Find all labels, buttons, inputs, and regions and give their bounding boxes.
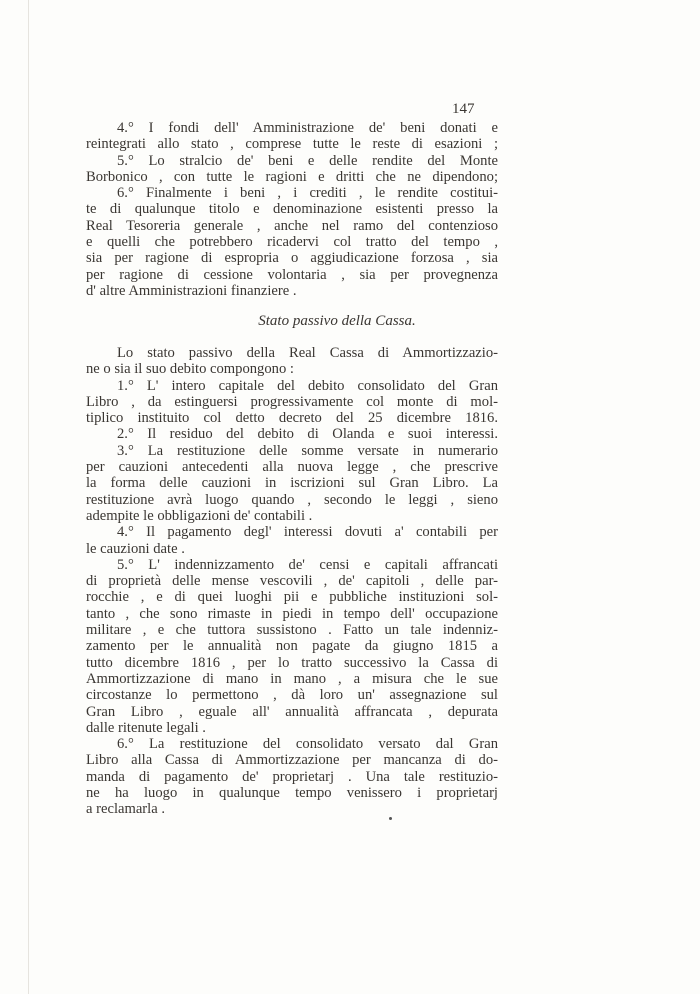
section-heading-text: Stato passivo della Cassa. — [258, 313, 416, 329]
text-line: per cauzioni antecedenti alla nuova legge , che prescrive — [86, 459, 498, 476]
text-line: 1.° L' intero capitale del debito consolidato del Gran — [117, 377, 498, 394]
text-line: ne o sia il suo debito compongono : — [86, 361, 294, 378]
text-line: sia per ragione di espropria o aggiudicazione forzosa , sia — [86, 250, 498, 267]
text-line: militare , e che tuttora sussistono . Fatto un tale indenniz- — [86, 622, 498, 639]
text-line: reintegrati allo stato , comprese tutte le reste di esazioni ; — [86, 136, 498, 153]
text-line: te di qualunque titolo e denominazione esistenti presso la — [86, 201, 498, 218]
text-line: la forma delle cauzioni in iscrizioni sul Gran Libro. La — [86, 475, 498, 492]
text-line: restituzione avrà luogo quando , secondo le leggi , sieno — [86, 491, 498, 508]
text-line: Gran Libro , eguale all' annualità affrancata , depurata — [86, 703, 498, 720]
text-line: ne ha luogo in qualunque tempo venissero i proprietarj — [86, 785, 498, 802]
text-line: 5.° L' indennizzamento de' censi e capitali affrancati — [117, 556, 498, 573]
text-line: 6.° Finalmente i beni , i crediti , le rendite costitui- — [117, 185, 498, 202]
text-line: a reclamarla . — [86, 801, 165, 818]
text-line: di proprietà delle mense vescovili , de' capitoli , delle par- — [86, 573, 498, 590]
text-line: 6.° La restituzione del consolidato versato dal Gran — [117, 736, 498, 753]
text-line: Lo stato passivo della Real Cassa di Ammortizzazio- — [117, 345, 498, 361]
text-block-assets — [86, 120, 498, 299]
text-block-liabilities — [86, 345, 498, 818]
text-line: tiplico instituito col detto decreto del 25 dicembre 1816. — [86, 410, 498, 427]
text-line: 3.° La restituzione delle somme versate in numerario — [117, 442, 498, 459]
text-line: per ragione di cessione volontaria , sia per provegnenza — [86, 266, 498, 283]
ink-dot — [389, 817, 392, 820]
text-line: dalle ritenute legali . — [86, 719, 206, 736]
text-line: tutto dicembre 1816 , per lo tratto successivo la Cassa di — [86, 654, 498, 671]
text-line: e quelli che potrebbero ricadervi col tratto del tempo , — [86, 234, 498, 251]
section-heading — [0, 313, 700, 330]
text-line: Libro alla Cassa di Ammortizzazione per mancanza di do- — [86, 752, 498, 769]
text-line: zamento per le annualità non pagate da giugno 1815 a — [86, 638, 498, 655]
text-line: Real Tesoreria generale , anche nel ramo del contenzioso — [86, 217, 498, 234]
text-line: tanto , che sono rimaste in piedi in tempo dell' occupazione — [86, 605, 498, 622]
text-line: rocchie , e di quei luoghi pii e pubbliche instituzioni sol- — [86, 589, 498, 606]
text-line: 4.° I fondi dell' Amministrazione de' beni donati e — [117, 120, 498, 136]
text-line: adempite le obbligazioni de' contabili . — [86, 507, 313, 524]
text-line: circostanze lo permettono , dà loro un' assegnazione sul — [86, 687, 498, 704]
text-line: d' altre Amministrazioni finanziere . — [86, 282, 297, 299]
text-line: 2.° Il residuo del debito di Olanda e suoi interessi. — [117, 426, 498, 443]
text-line: manda di pagamento de' proprietarj . Una tale restituzio- — [86, 768, 498, 785]
text-line: 5.° Lo stralcio de' beni e delle rendite del Monte — [117, 152, 498, 169]
text-line: le cauzioni date . — [86, 540, 185, 557]
text-line: Libro , da estinguersi progressivamente col monte di mol- — [86, 393, 498, 410]
page-number: 147 — [452, 101, 475, 117]
text-line: Ammortizzazione di mano in mano , a misura che le sue — [86, 670, 498, 687]
text-line: Borbonico , con tutte le ragioni e dritti che ne dipendono; — [86, 168, 498, 185]
text-line: 4.° Il pagamento degl' interessi dovuti a' contabili per — [117, 524, 498, 541]
scan-edge — [28, 0, 29, 994]
